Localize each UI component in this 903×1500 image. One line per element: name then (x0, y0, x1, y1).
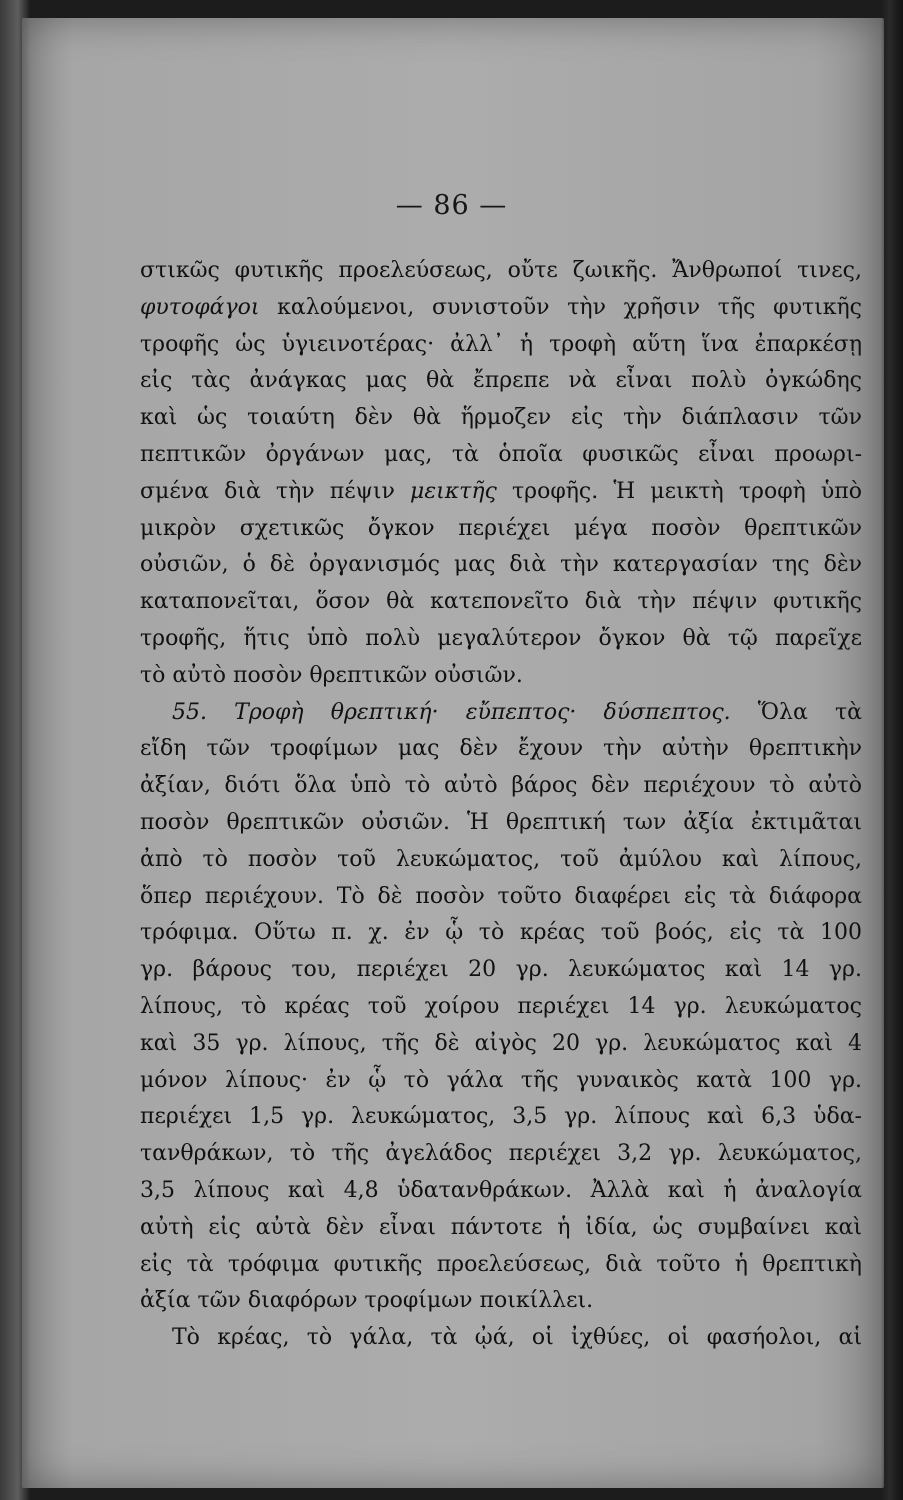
text-line (140, 290, 862, 327)
text-line: οὐσιῶν, ὁ δὲ ὀργανισμός μας διὰ τὴν κατεργασίαν της δὲν (140, 552, 862, 578)
text-line: καὶ ὡς τοιαύτη δὲν θὰ ἥρμοζεν εἰς τὴν διάπλασιν τῶν (140, 405, 862, 431)
text-line: στικῶς φυτικῆς προελεύσεως, οὔτε ζωικῆς. Ἄνθρωποί τινες, (140, 258, 862, 283)
text-line: τρόφιμα. Οὕτω π. χ. ἐν ᾧ τὸ κρέας τοῦ βοός, εἰς τὰ 100 (140, 920, 862, 946)
text-line: τανθράκων, τὸ τῆς ἀγελάδος περιέχει 3,2 γρ. λευκώματος, (140, 1141, 862, 1167)
text-line: καταπονεῖται, ὅσον θὰ κατεπονεῖτο διὰ τὴν πέψιν φυτικῆς (140, 589, 862, 615)
page-edge-shadow (881, 0, 903, 1500)
section-heading-line (140, 695, 862, 732)
line-text: Ὅλα τὰ (730, 699, 862, 725)
text-line: γρ. βάρους του, περιέχει 20 γρ. λευκώματος καὶ 14 γρ. (140, 957, 862, 983)
text-line: τροφῆς ὡς ὑγιεινοτέρας· ἀλλ᾿ ἡ τροφὴ αὕτη ἵνα ἐπαρκέσῃ (140, 331, 862, 357)
line-text: τροφῆς. Ἡ μεικτὴ τροφὴ ὑπὸ (496, 478, 862, 504)
book-spine-shadow (0, 0, 30, 1500)
text-line: μόνον λίπους· ἐν ᾧ τὸ γάλα τῆς γυναικὸς κατὰ 100 γρ. (140, 1067, 862, 1093)
text-line: ἀξίαν, διότι ὅλα ὑπὸ τὸ αὐτὸ βάρος δὲν περιέχουν τὸ αὐτὸ (140, 773, 862, 799)
text-line: τροφῆς, ἥτις ὑπὸ πολὺ μεγαλύτερον ὄγκον θὰ τῷ παρεῖχε (140, 625, 862, 651)
text-line: περιέχει 1,5 γρ. λευκώματος, 3,5 γρ. λίπους καὶ 6,3 ὑδα- (140, 1104, 862, 1130)
page-number: — 86 — (395, 190, 508, 221)
line-text: σμένα διὰ τὴν πέψιν (140, 478, 411, 504)
text-line: αὐτὴ εἰς αὐτὰ δὲν εἶναι πάντοτε ἡ ἰδία, ὡς συμβαίνει καὶ (140, 1214, 862, 1240)
text-line: Τὸ κρέας, τὸ γάλα, τὰ ᾠά, οἱ ἰχθύες, οἱ φασήολοι, αἱ (172, 1325, 862, 1351)
text-line: καὶ 35 γρ. λίπους, τῆς δὲ αἰγὸς 20 γρ. λευκώματος καὶ 4 (140, 1030, 862, 1056)
text-line: 3,5 λίπους καὶ 4,8 ὑδατανθράκων. Ἀλλὰ καὶ ἡ ἀναλογία (140, 1177, 862, 1203)
text-line: λίπους, τὸ κρέας τοῦ χοίρου περιέχει 14 γρ. λευκώματος (140, 993, 862, 1019)
text-line: ἀξία τῶν διαφόρων τροφίμων ποικίλλει. (140, 1288, 594, 1314)
italic-term: μεικτῆς (410, 478, 497, 504)
text-line: ἀπὸ τὸ ποσὸν τοῦ λευκώματος, τοῦ ἀμύλου καὶ λίπους, (140, 846, 862, 872)
text-line: πεπτικῶν ὀργάνων μας, τὰ ὁποῖα φυσικῶς εἶναι προωρι- (140, 441, 862, 467)
text-line: μικρὸν σχετικῶς ὄγκον περιέχει μέγα ποσὸν θρεπτικῶν (140, 515, 862, 541)
text-line: ὅπερ περιέχουν. Τὸ δὲ ποσὸν τοῦτο διαφέρει εἰς τὰ διάφορα (140, 883, 862, 909)
text-line (140, 474, 862, 511)
body-text (140, 253, 862, 1357)
italic-term: φυτοφάγοι (140, 294, 260, 320)
text-line: τὸ αὐτὸ ποσὸν θρεπτικῶν οὐσιῶν. (140, 662, 523, 688)
line-text: καλούμενοι, συνιστοῦν τὴν χρῆσιν τῆς φυτικῆς (259, 294, 862, 320)
text-line: εἰς τὰ τρόφιμα φυτικῆς προελεύσεως, διὰ τοῦτο ἡ θρεπτικὴ (140, 1251, 862, 1277)
text-line: εἴδη τῶν τροφίμων μας δὲν ἔχουν τὴν αὐτὴν θρεπτικὴν (140, 736, 862, 762)
section-heading: 55. Τροφὴ θρεπτική· εὔπεπτος· δύσπεπτος. (172, 699, 731, 725)
text-line: ποσὸν θρεπτικῶν οὐσιῶν. Ἡ θρεπτική των ἀξία ἐκτιμᾶται (140, 809, 862, 835)
text-line: εἰς τὰς ἀνάγκας μας θὰ ἔπρεπε νὰ εἶναι πολὺ ὀγκώδης (140, 368, 862, 394)
